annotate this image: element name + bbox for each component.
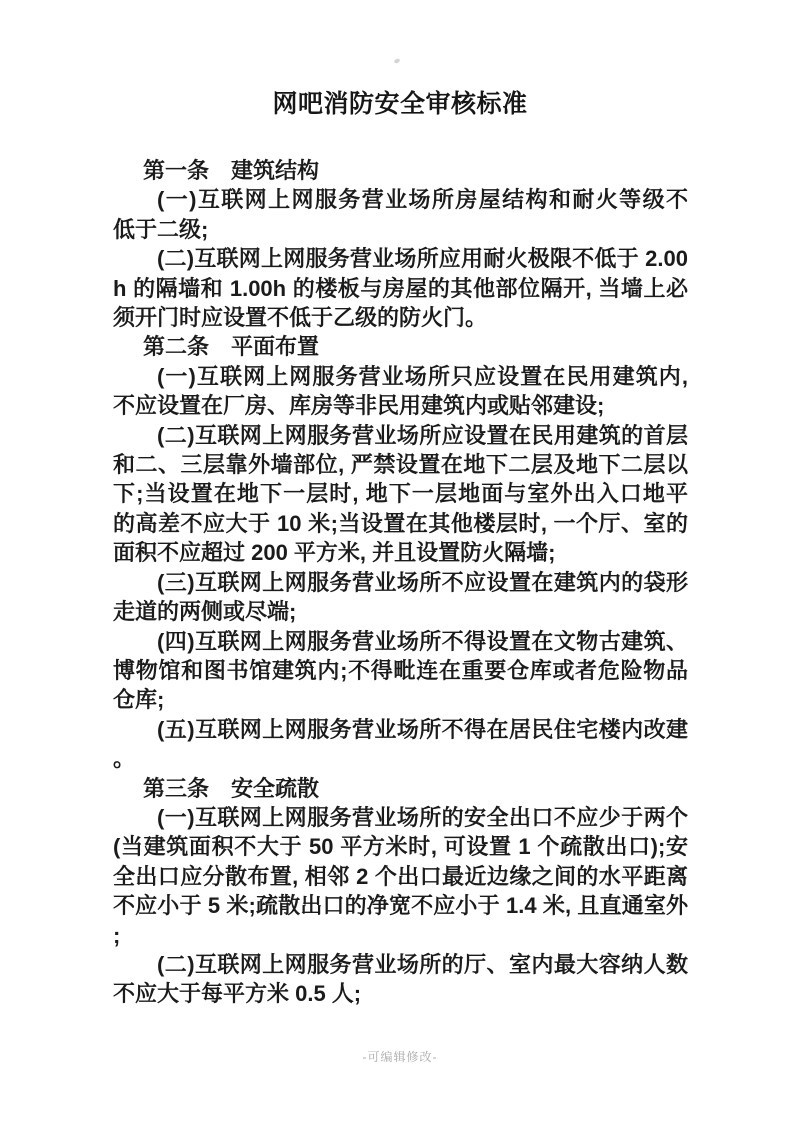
paragraph-line: 仓库;	[113, 687, 165, 713]
paragraph-line: (二)互联网上网服务营业场所应设置在民用建筑的首层	[157, 422, 688, 448]
section-heading: 第一条 建筑结构	[143, 158, 320, 183]
paragraph-line: h 的隔墙和 1.00h 的楼板与房屋的其他部位隔开, 当墙上必	[113, 275, 688, 301]
paragraph-line: (二)互联网上网服务营业场所的厅、室内最大容纳人数	[157, 951, 688, 977]
paragraph-line: (三)互联网上网服务营业场所不应设置在建筑内的袋形	[157, 569, 688, 595]
paragraph-line: 不应设置在厂房、库房等非民用建筑内或贴邻建设;	[113, 393, 605, 419]
paragraph-line: 的高差不应大于 10 米;当设置在其他楼层时, 一个厅、室的	[113, 510, 688, 536]
paragraph-line: (四)互联网上网服务营业场所不得设置在文物古建筑、	[157, 628, 688, 654]
paragraph-line: 须开门时应设置不低于乙级的防火门。	[113, 305, 488, 331]
paragraph-line: 不应小于 5 米;疏散出口的净宽不应小于 1.4 米, 且直通室外	[113, 893, 688, 919]
document-body	[113, 156, 688, 1009]
paragraph-line: ;	[113, 922, 121, 948]
paragraph-line: (当建筑面积不大于 50 平方米时, 可设置 1 个疏散出口);安	[113, 834, 688, 860]
paragraph-line: 面积不应超过 200 平方米, 并且设置防火隔墙;	[113, 540, 556, 566]
paragraph-line: 低于二级;	[113, 216, 209, 242]
paragraph-line: (一)互联网上网服务营业场所的安全出口不应少于两个	[157, 804, 688, 830]
paragraph-line: 下;当设置在地下一层时, 地下一层地面与室外出入口地平	[113, 481, 688, 507]
section-heading: 第二条 平面布置	[143, 334, 320, 360]
footer-watermark: -可编辑修改-	[362, 1050, 438, 1064]
paragraph-line: 走道的两侧或尽端;	[113, 599, 297, 625]
paragraph-line: (二)互联网上网服务营业场所应用耐火极限不低于 2.00	[157, 246, 688, 272]
scan-artifact-mark	[393, 58, 400, 64]
paragraph-line: (一)互联网上网服务营业场所房屋结构和耐火等级不	[157, 187, 688, 213]
page-title: 网吧消防安全审核标准	[272, 90, 528, 118]
paragraph-line: 和二、三层靠外墙部位, 严禁设置在地下二层及地下二层以	[113, 452, 688, 478]
paragraph-line: 博物馆和图书馆建筑内;不得毗连在重要仓库或者危险物品	[113, 657, 688, 683]
paragraph-line: (五)互联网上网服务营业场所不得在居民住宅楼内改建	[157, 716, 688, 742]
paragraph-line: 全出口应分散布置, 相邻 2 个出口最近边缘之间的水平距离	[113, 863, 688, 889]
paragraph-line: 。	[113, 746, 136, 772]
paragraph-line: 不应大于每平方米 0.5 人;	[113, 981, 362, 1007]
section-heading: 第三条 安全疏散	[143, 775, 320, 801]
paragraph-line: (一)互联网上网服务营业场所只应设置在民用建筑内,	[157, 363, 688, 389]
